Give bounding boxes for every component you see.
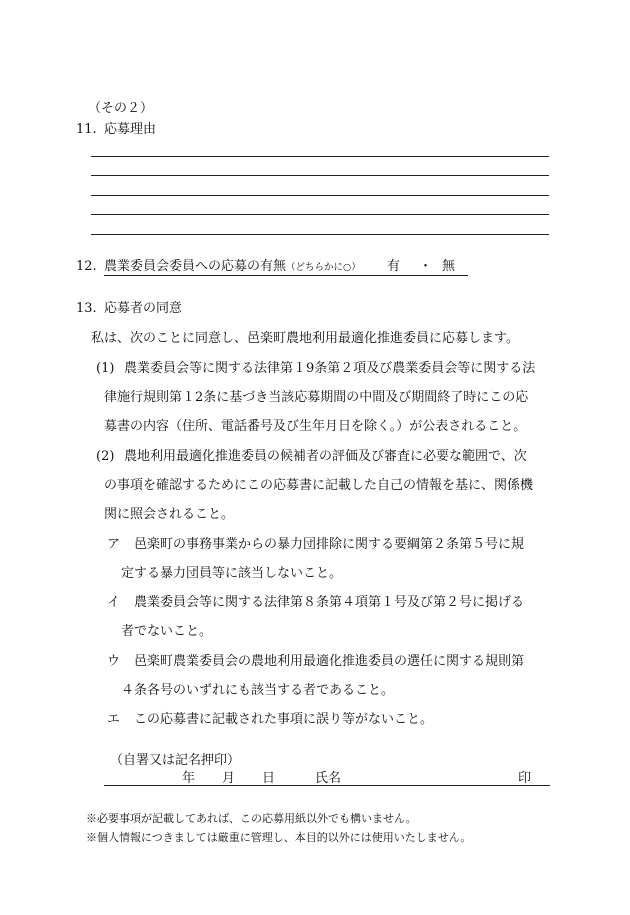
signature-caption: （自署又は記名押印） [110, 753, 241, 768]
signature-day[interactable]: 日 [262, 771, 276, 786]
signature-line[interactable] [104, 785, 550, 786]
reason-line-1[interactable] [91, 156, 549, 157]
option-no[interactable]: 無 [442, 259, 456, 274]
reason-line-2[interactable] [91, 175, 549, 176]
item-2-line-2: の事項を確認するためにこの応募書に記載した自己の情報を基に、関係機 [104, 478, 534, 493]
footnote-1: ※必要事項が記載してあれば、この応募用紙以外でも構いません。 [86, 812, 417, 825]
section-12-note: （どちらかに○） [286, 262, 361, 273]
option-yes[interactable]: 有 [387, 259, 401, 274]
item-1-line-2: 律施行規則第１2条に基づき当該応募期間の中間及び期間終了時にこの応 [104, 390, 529, 405]
item-1-line-3: 募書の内容（住所、電話番号及び生年月日を除く。）が公表されること。 [104, 419, 527, 434]
item-2-line-3: 関に照会されること。 [104, 507, 235, 522]
section-13-number: 13. [76, 301, 97, 316]
section-13-title: 応募者の同意 [104, 301, 183, 316]
item-1-line-1: 農業委員会等に関する法律第１9条第２項及び農業委員会等に関する法 [124, 361, 536, 376]
signature-month[interactable]: 月 [222, 771, 236, 786]
sub-i-marker: イ [107, 595, 121, 610]
signature-year[interactable]: 年 [182, 771, 196, 786]
section-12-title: 農業委員会委員への応募の有無 [104, 259, 287, 274]
page-label: （その２） [88, 101, 154, 116]
sub-i-line-1: 農業委員会等に関する法律第８条第４項第１号及び第２号に掲げる [134, 595, 525, 610]
consent-intro: 私は、次のことに同意し、邑楽町農地利用最適化推進委員に応募します。 [91, 331, 519, 346]
sub-i-line-2: 者でないこと。 [121, 624, 213, 639]
sub-a-line-2: 定する暴力団員等に該当しないこと。 [121, 566, 343, 581]
reason-line-3[interactable] [91, 195, 549, 196]
sub-u-line-2: ４条各号のいずれにも該当する者であること。 [121, 683, 395, 698]
item-1-marker: (1) [96, 361, 115, 376]
item-2-marker: (2) [96, 449, 115, 464]
section-11-title: 応募理由 [104, 122, 157, 137]
sub-e-line-1: この応募書に記載された事項に誤り等がないこと。 [134, 712, 434, 727]
option-separator: ・ [419, 259, 433, 274]
signature-name-label: 氏名 [315, 771, 342, 786]
sub-u-line-1: 邑楽町農業委員会の農地利用最適化推進委員の選任に関する規則第 [134, 654, 525, 669]
section-11-number: 11. [76, 122, 97, 137]
reason-line-5[interactable] [91, 234, 549, 235]
reason-line-4[interactable] [91, 214, 549, 215]
sub-u-marker: ウ [107, 654, 121, 669]
item-2-line-1: 農地利用最適化推進委員の候補者の評価及び審査に必要な範囲で、次 [124, 449, 527, 464]
footnote-2: ※個人情報につきましては厳重に管理し、本目的以外には使用いたしません。 [86, 831, 472, 844]
section-12-number: 12. [76, 259, 97, 274]
sub-e-marker: エ [107, 712, 121, 727]
committee-application-row [104, 258, 468, 276]
sub-a-line-1: 邑楽町の事務事業からの暴力団排除に関する要綱第２条第５号に規 [134, 537, 525, 552]
sub-a-marker: ア [107, 537, 121, 552]
seal-mark: 印 [518, 771, 532, 786]
